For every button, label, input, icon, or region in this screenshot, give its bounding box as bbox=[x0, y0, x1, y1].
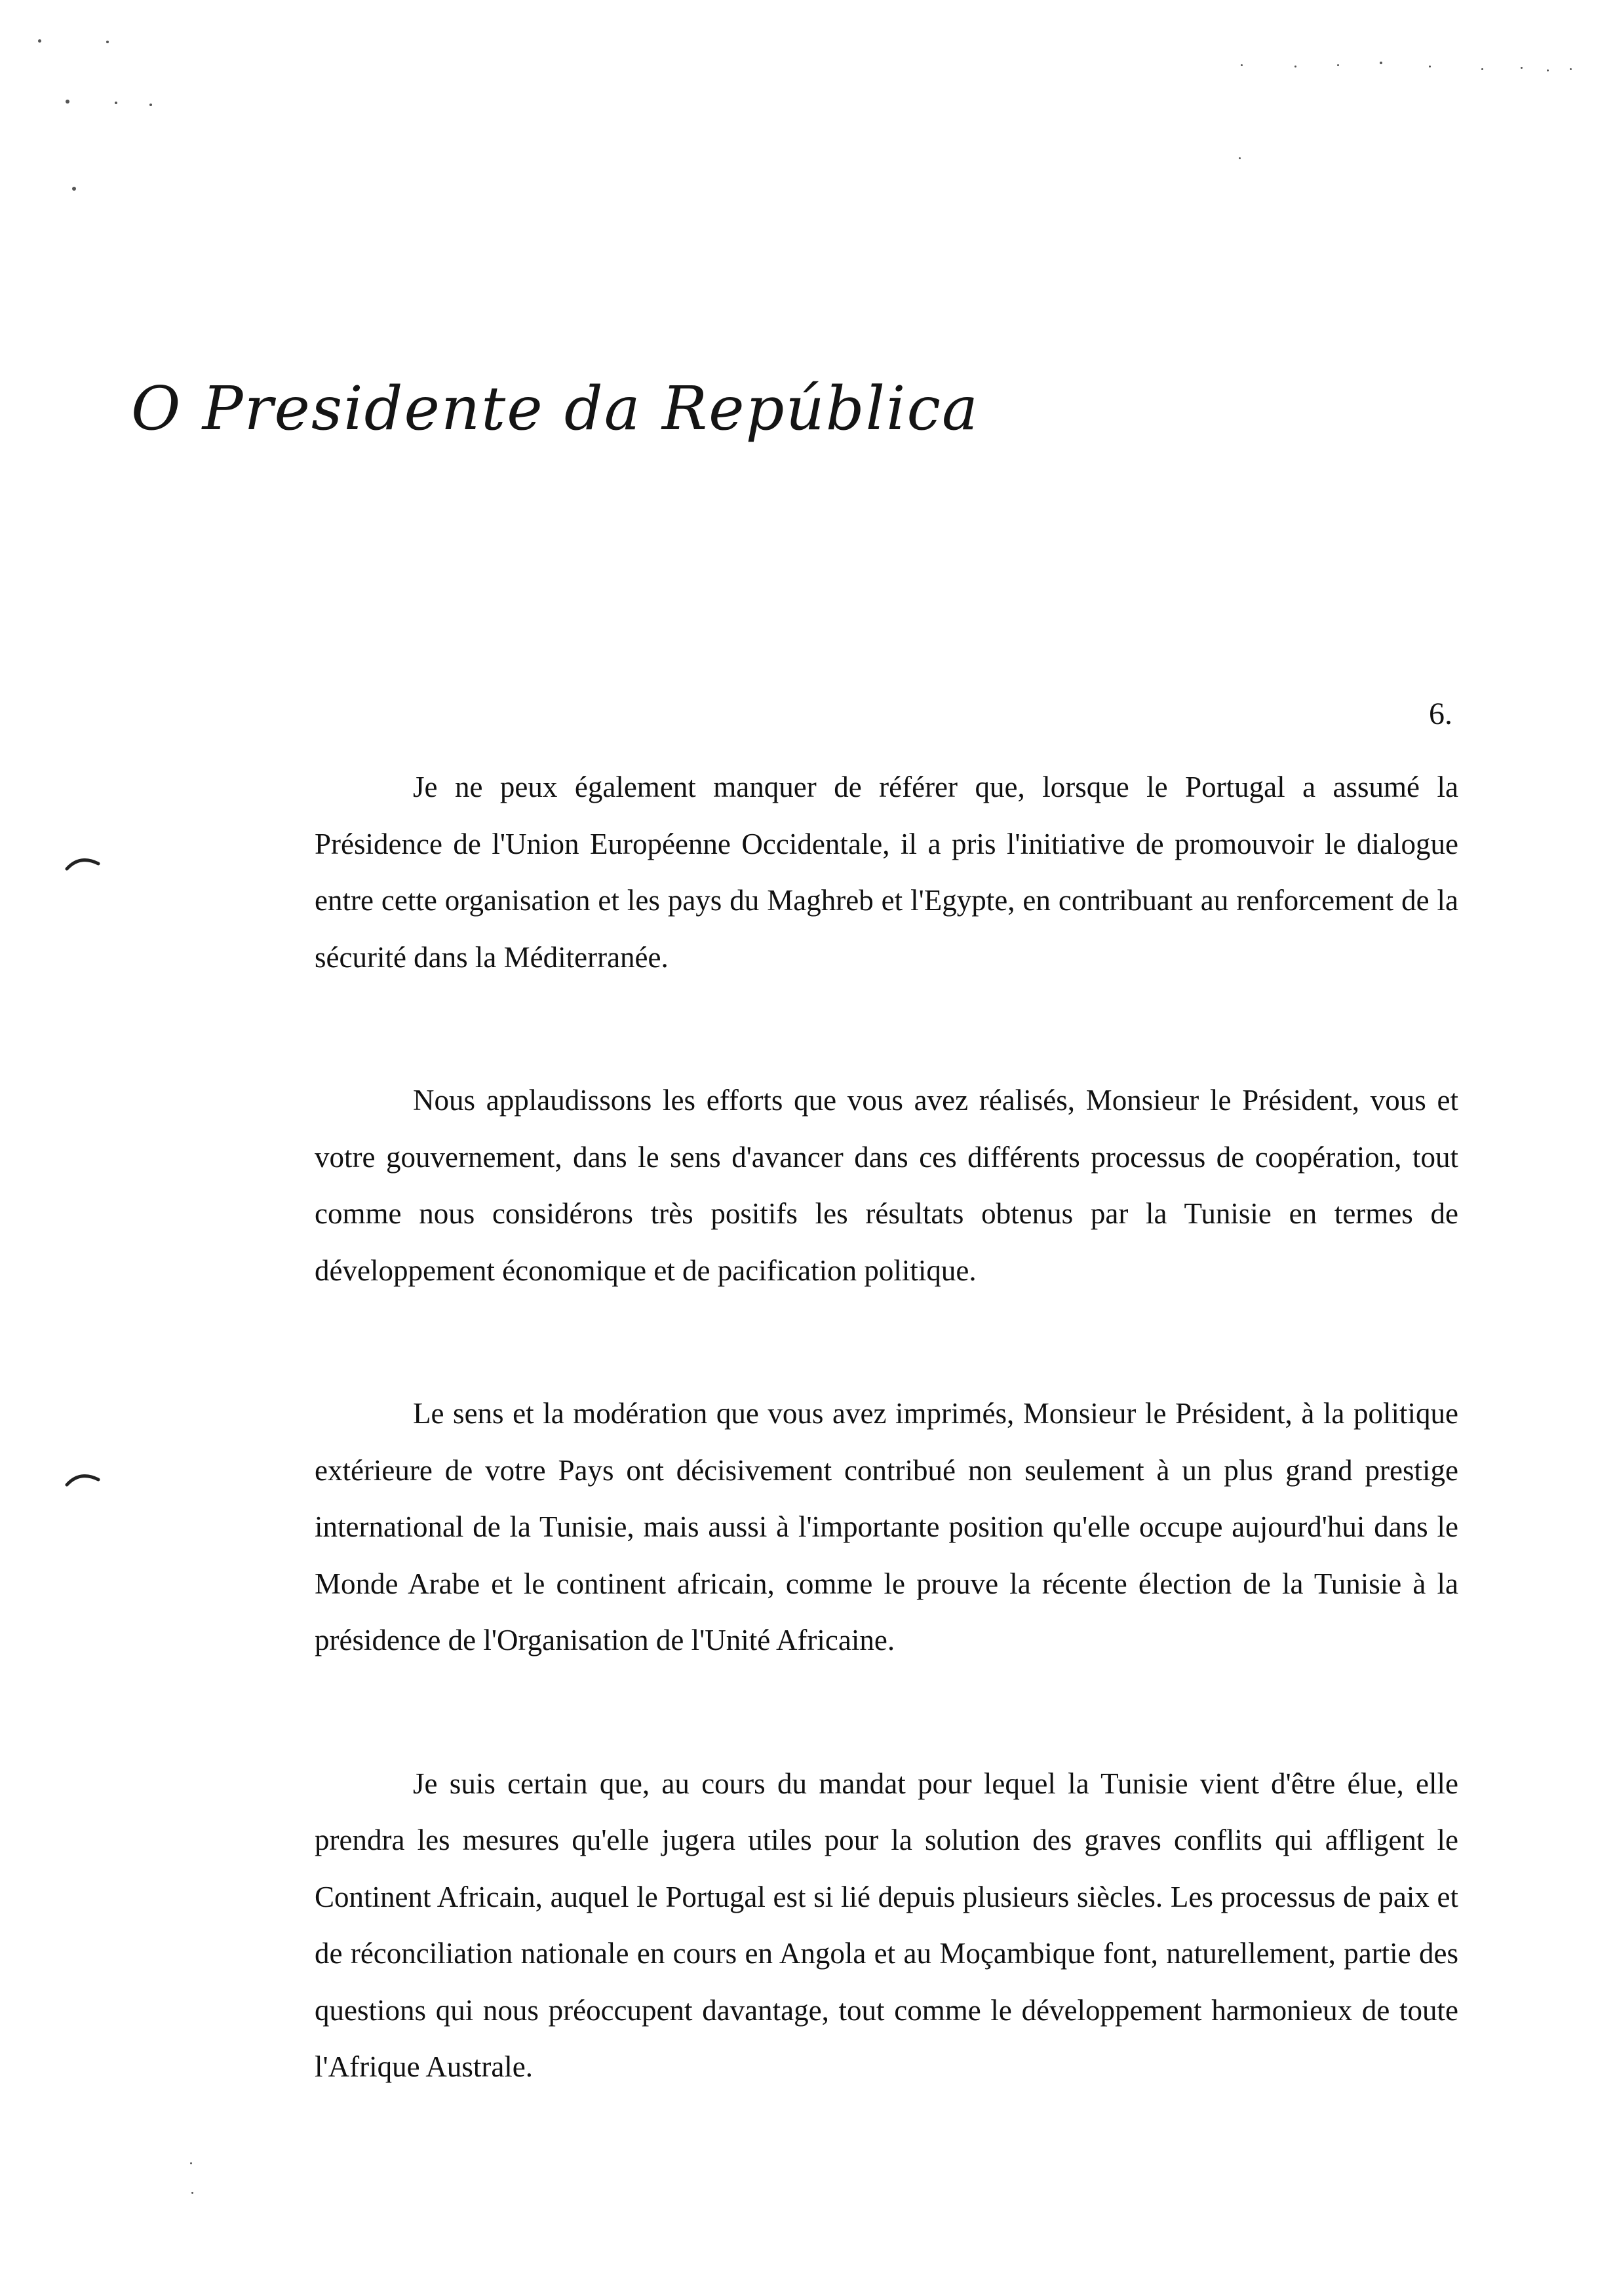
scan-speck bbox=[1337, 64, 1339, 66]
scan-speck bbox=[191, 2192, 193, 2194]
letter-body bbox=[315, 759, 1458, 2095]
scan-speck bbox=[1241, 64, 1243, 66]
scan-speck bbox=[115, 102, 117, 104]
scan-speck bbox=[1547, 69, 1549, 71]
paragraph: Le sens et la modération que vous avez imprimés, Monsieur le Président, à la politique extérieure de votre Pays ont décisivement contribué non seulement à un plus grand prestige international de la Tunisie, mais aussi à l'importante position qu'elle occupe aujourd'hui dans le Monde Arabe et le continent africain, comme le prouve la récente élection de la Tunisie à la présidence de l'Organisation de l'Unité Africaine. bbox=[315, 1397, 1458, 1656]
scan-speck bbox=[72, 187, 76, 191]
paragraph: Nous applaudissons les efforts que vous avez réalisés, Monsieur le Président, vous et votre gouvernement, dans le sens d'avancer dans ces différents processus de coopération, tout comme nous considérons très positifs les résultats obtenus par la Tunisie en termes de développement économique et de pacification politique. bbox=[315, 1084, 1458, 1287]
margin-arc-mark bbox=[64, 853, 101, 871]
paragraph: Je suis certain que, au cours du mandat pour lequel la Tunisie vient d'être élue, elle prendra les mesures qu'elle jugera utiles pour la solution des graves conflits qui affligent le Continent Africain, auquel le Portugal est si lié depuis plusieurs siècles. Les processus de paix et de réconciliation nationale en cours en Angola et au Moçambique font, naturellement, partie des questions qui nous préoccupent davantage, tout comme le développement harmonieux de toute l'Afrique Australe. bbox=[315, 1767, 1458, 2083]
paragraph: Je ne peux également manquer de référer que, lorsque le Portugal a assumé la Présidence de l'Union Européenne Occidentale, il a pris l'initiative de promouvoir le dialogue entre cette organisation et les pays du Maghreb et l'Egypte, en contribuant au renforcement de la sécurité dans la Méditerranée. bbox=[315, 771, 1458, 974]
scan-speck bbox=[1380, 62, 1382, 64]
letterhead-title: O Presidente da República bbox=[131, 373, 979, 444]
scan-speck bbox=[1481, 68, 1483, 70]
scan-speck bbox=[66, 100, 69, 104]
scan-speck bbox=[190, 2162, 192, 2164]
scan-speck bbox=[1570, 68, 1572, 70]
scan-speck bbox=[1429, 66, 1431, 67]
scan-speck bbox=[149, 104, 152, 106]
scan-speck bbox=[38, 39, 41, 43]
scan-speck bbox=[1294, 66, 1296, 67]
page-number: 6. bbox=[1429, 697, 1452, 731]
scan-speck bbox=[1521, 67, 1523, 69]
margin-arc-mark bbox=[64, 1469, 101, 1487]
scan-speck bbox=[1239, 157, 1241, 159]
scan-speck bbox=[106, 41, 109, 43]
